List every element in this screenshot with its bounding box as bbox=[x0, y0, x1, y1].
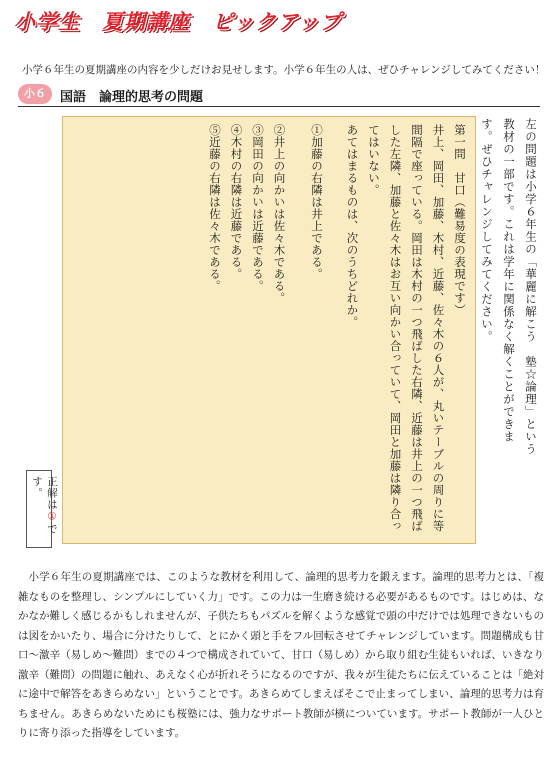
choice-item: ⑤近藤の右隣は佐々木である。 bbox=[208, 124, 222, 292]
page-title: 小学生 夏期講座 ピックアップ bbox=[14, 10, 342, 34]
section-divider bbox=[18, 106, 540, 107]
body-paragraph: 小学６年生の夏期講座では、このような教材を利用して、論理的思考力を鍛えます。論理的思考力とは、「複雑なものを整理し、シンプルにしていく力」です。この力は一生磨き続ける必要があるものです。はじめは、なかなか難しく感じるかもしれませんが、子供たちもパズルを解くような感覚で頭の中だけでは処理できないものは図をかいたり、場合に分けたりして、とにかく頭と手をフル回転させてチャレンジしています。問題構成も甘口～激辛（易しめ～難問）までの４つで構成されていて、甘口（易しめ）から取り組む生徒もいれば、いきなり激辛（難問）の問題に触れ、あえなく心が折れそうになるのですが、我々が生徒たちに伝えていることは「絶対に途中で解答をあきらめない」ということです。あきらめてしまえばそこで止まってしまい、論理的思考力は育ちません。あきらめないためにも桜塾には、強力なサポート教師が横についています。サポート教師が一人ひとりに寄り添った指導をしています。 bbox=[18, 571, 544, 739]
section-title: 国語 論理的思考の問題 bbox=[60, 90, 204, 105]
answer-text bbox=[30, 476, 60, 546]
vertical-intro-text: 左の問題は小学６年生の「華麗に解こう 塾☆論理」という教材の一部です。これは学年に関係なく解くことができます。ぜひチャレンジしてみてください。 bbox=[480, 118, 538, 456]
answer-number: ① bbox=[46, 510, 58, 524]
puzzle-paragraph: 井上、岡田、加藤、木村、近藤、佐々木の６人が、丸いテーブルの周りに等間隔で座っている。岡田は木村の一つ飛ばした右隣、近藤は井上の一つ飛ばした左隣、加藤と佐々木はお互い向かい合っていて、岡田と加藤は隣り合ってはいない。 bbox=[367, 124, 446, 532]
grade-badge: 小６ bbox=[18, 84, 52, 104]
intro-text: 小学６年生の夏期講座の内容を少しだけお見せします。小学６年生の人は、ぜひチャレンジしてみてください！ bbox=[22, 64, 546, 76]
choice-item: ②井上の向かいは佐々木である。 bbox=[272, 124, 287, 304]
answer-prefix: 正解は bbox=[46, 476, 58, 511]
puzzle-question: あてはまるものは、次のうちどれか。 bbox=[345, 124, 360, 328]
choice-item: ③岡田の向かいは近藤である。 bbox=[251, 124, 265, 292]
choice-item: ④木村の右隣は近藤である。 bbox=[229, 124, 244, 280]
choice-item: ①加藤の右隣は井上である。 bbox=[310, 124, 324, 280]
puzzle-heading: 第一問 甘口（難易度の表現です） bbox=[453, 124, 467, 316]
puzzle-text bbox=[94, 124, 470, 532]
answer-suffix: です。 bbox=[31, 476, 58, 535]
